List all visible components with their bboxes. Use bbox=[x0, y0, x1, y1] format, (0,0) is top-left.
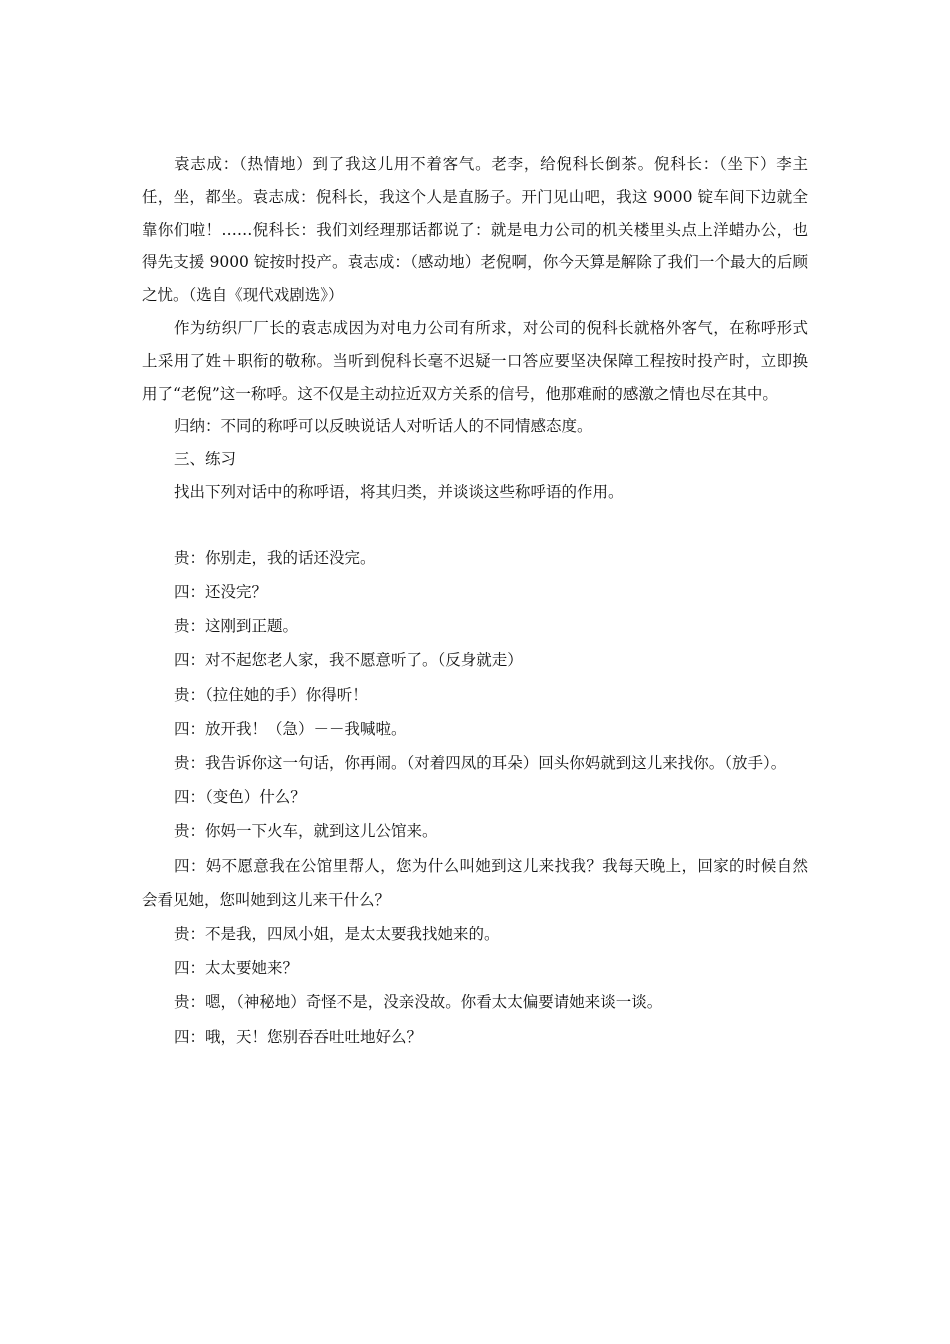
dialogue-line: 四：哦，天！您别吞吞吐吐地好么？ bbox=[174, 1027, 423, 1046]
dialogue-line: 贵：你妈一下火车，就到这儿公馆来。 bbox=[174, 822, 438, 841]
dialogue-line: 贵：这刚到正题。 bbox=[174, 617, 299, 636]
document-page bbox=[142, 148, 808, 1054]
spacer bbox=[142, 509, 808, 541]
dialogue-line: 四：放开我！（急）－－我喊啦。 bbox=[174, 719, 407, 738]
dialogue bbox=[142, 541, 808, 1054]
dialogue-line: 四：妈不愿意我在公馆里帮人，您为什么叫她到这儿来找我？我每天晚上，回家的时候自然会看见她，您叫她到这儿来干什么？ bbox=[142, 856, 808, 909]
dialogue-line: 四：还没完？ bbox=[174, 582, 268, 601]
exercise-instruction: 找出下列对话中的称呼语，将其归类，并谈谈这些称呼语的作用。 bbox=[174, 482, 624, 501]
intro-paragraph: 袁志成：（热情地）到了我这儿用不着客气。老李，给倪科长倒茶。倪科长：（坐下）李主任，坐，都坐。袁志成：倪科长，我这个人是直肠子。开门见山吧，我这 9000 锭车间下边就全靠你们啦！……倪科长：我们刘经理那话都说了：就是电力公司的机关楼里头点上洋蜡办公，也得先支援 9000 锭按时投产。袁志成：（感动地）老倪啊，你今天算是解除了我们一个最大的后顾之忧。（选自《现代戏剧选》） bbox=[142, 155, 808, 305]
dialogue-line: 四：对不起您老人家，我不愿意听了。（反身就走） bbox=[174, 651, 523, 670]
dialogue-line: 贵：嗯，（神秘地）奇怪不是，没亲没故。你看太太偏要请她来谈一谈。 bbox=[174, 993, 663, 1012]
dialogue-line: 四：（变色）什么？ bbox=[174, 788, 306, 807]
dialogue-line: 贵：（拉住她的手）你得听！ bbox=[174, 685, 368, 704]
section-heading: 三、练习 bbox=[174, 450, 237, 469]
analysis-paragraph: 作为纺织厂厂长的袁志成因为对电力公司有所求，对公司的倪科长就格外客气，在称呼形式上采用了姓＋职衔的敬称。当听到倪科长毫不迟疑一口答应要坚决保障工程按时投产时，立即换用了“老倪”这一称呼。这不仅是主动拉近双方关系的信号，他那难耐的感激之情也尽在其中。 bbox=[142, 318, 808, 403]
dialogue-line: 四：太太要她来？ bbox=[174, 959, 299, 978]
dialogue-line: 贵：我告诉你这一句话，你再闹。（对着四凤的耳朵）回头你妈就到这儿来找你。（放手）。 bbox=[174, 753, 787, 772]
dialogue-line: 贵：你别走，我的话还没完。 bbox=[174, 548, 376, 567]
dialogue-line: 贵：不是我，四凤小姐，是太太要我找她来的。 bbox=[174, 925, 500, 943]
summary-line: 归纳：不同的称呼可以反映说话人对听话人的不同情感态度。 bbox=[174, 417, 593, 436]
